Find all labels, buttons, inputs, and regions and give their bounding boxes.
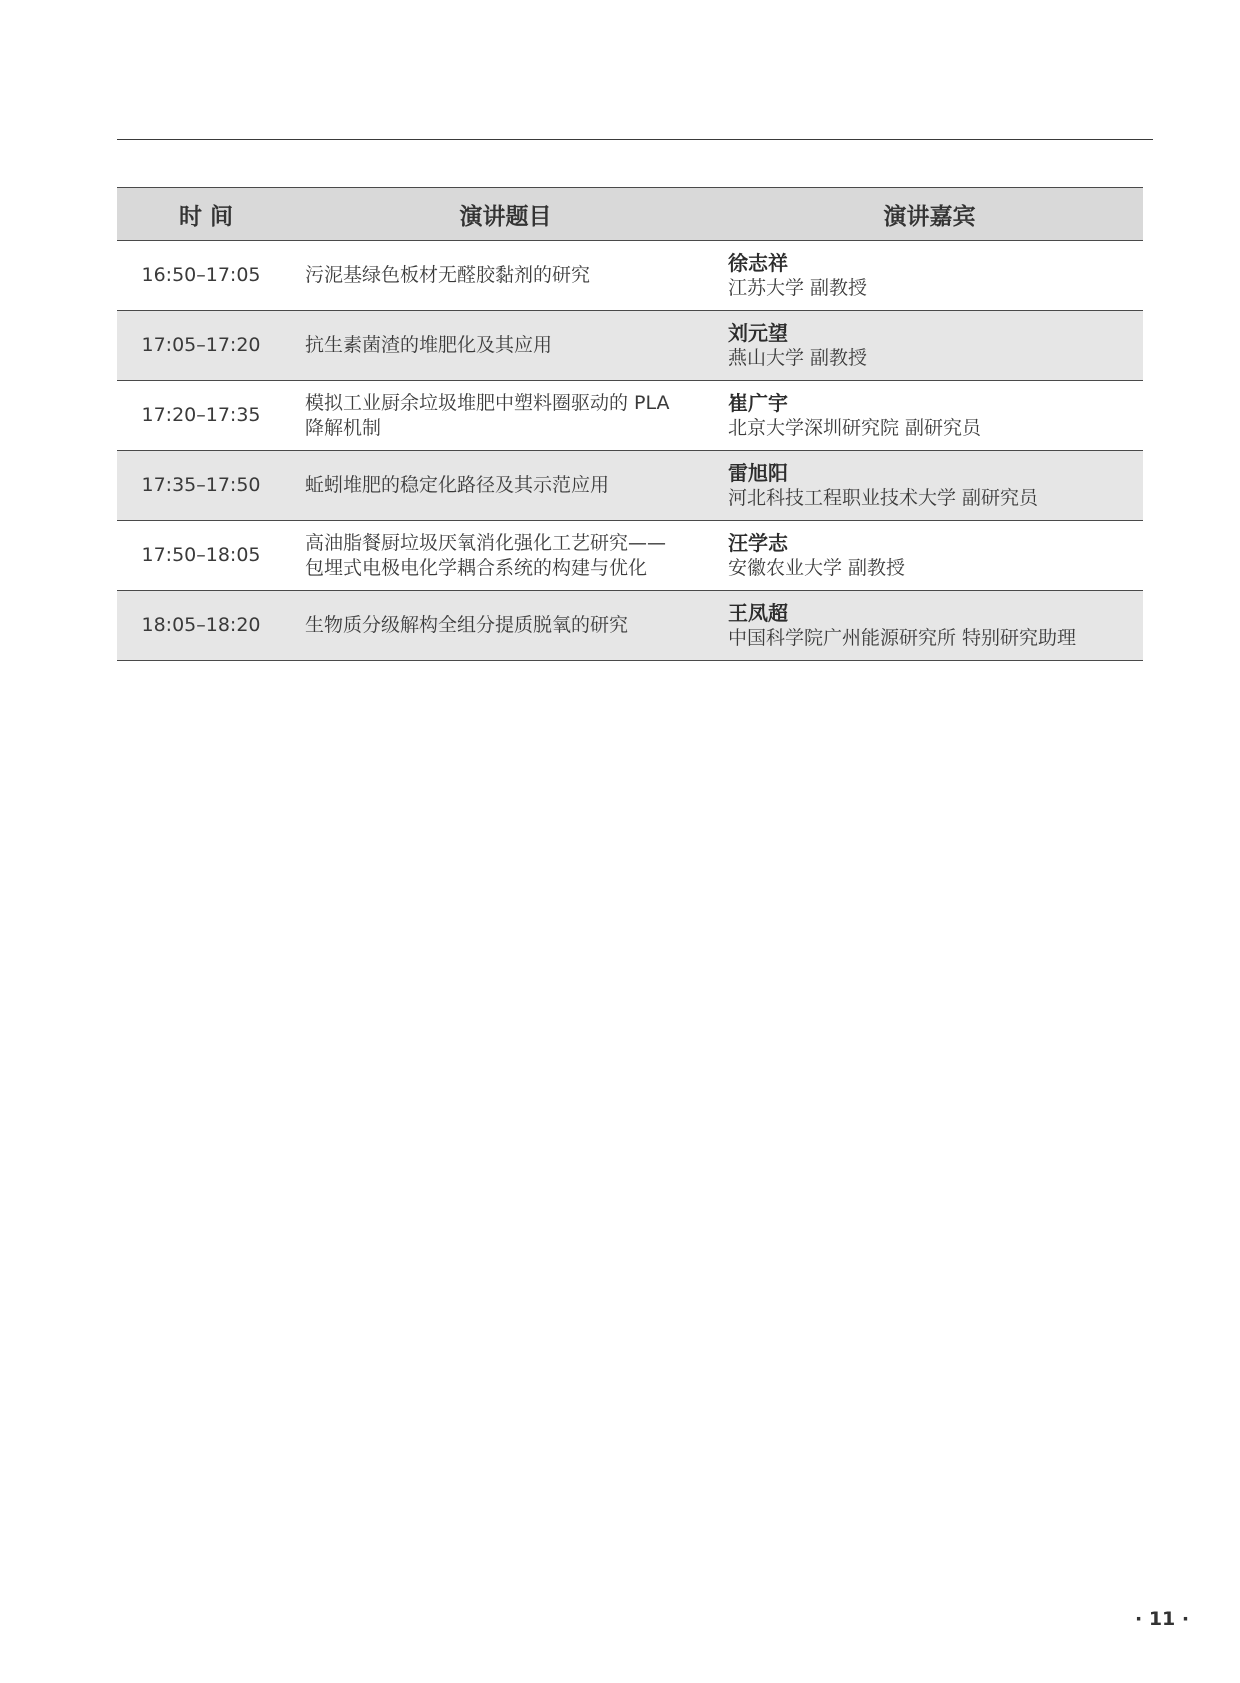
session-topic <box>295 521 716 591</box>
table-row <box>117 381 1143 451</box>
topic-line: 高油脂餐厨垃圾厌氧消化强化工艺研究—— <box>305 531 667 554</box>
table-header-row <box>117 188 1143 241</box>
schedule-table <box>117 187 1143 661</box>
table-row <box>117 451 1143 521</box>
speaker-name: 徐志祥 <box>728 250 788 275</box>
page-number: · 11 · <box>1135 1608 1190 1630</box>
header-speaker: 演讲嘉宾 <box>716 188 1143 241</box>
topic-line: 污泥基绿色板材无醛胶黏剂的研究 <box>305 264 591 286</box>
table-row <box>117 241 1143 311</box>
session-time: 17:20–17:35 <box>117 381 295 451</box>
speaker-affiliation: 燕山大学 副教授 <box>728 346 868 369</box>
topic-line: 蚯蚓堆肥的稳定化路径及其示范应用 <box>305 474 610 496</box>
session-time: 17:35–17:50 <box>117 451 295 521</box>
header-topic: 演讲题目 <box>295 188 716 241</box>
header-time: 时 间 <box>117 188 295 241</box>
table-row <box>117 591 1143 661</box>
session-speaker <box>716 381 1143 451</box>
speaker-name: 汪学志 <box>728 530 788 555</box>
topic-line: 生物质分级解构全组分提质脱氧的研究 <box>305 614 629 636</box>
topic-line: 降解机制 <box>305 416 382 439</box>
topic-line: 包埋式电极电化学耦合系统的构建与优化 <box>305 556 648 579</box>
speaker-name: 刘元望 <box>728 320 788 345</box>
session-speaker <box>716 521 1143 591</box>
speaker-affiliation: 河北科技工程职业技术大学 副研究员 <box>728 486 1039 509</box>
speaker-name: 王凤超 <box>728 600 788 625</box>
speaker-name: 雷旭阳 <box>728 460 788 485</box>
topic-line: 模拟工业厨余垃圾堆肥中塑料圈驱动的 PLA <box>305 391 670 414</box>
session-time: 17:05–17:20 <box>117 311 295 381</box>
speaker-affiliation: 北京大学深圳研究院 副研究员 <box>728 416 982 439</box>
top-rule <box>117 139 1153 140</box>
session-speaker <box>716 451 1143 521</box>
session-speaker <box>716 311 1143 381</box>
table-row <box>117 521 1143 591</box>
speaker-name: 崔广宇 <box>728 390 788 415</box>
session-time: 17:50–18:05 <box>117 521 295 591</box>
table-row <box>117 311 1143 381</box>
session-time: 18:05–18:20 <box>117 591 295 661</box>
session-speaker <box>716 241 1143 311</box>
session-speaker <box>716 591 1143 661</box>
session-topic <box>295 591 716 661</box>
session-topic <box>295 451 716 521</box>
speaker-affiliation: 江苏大学 副教授 <box>728 276 868 299</box>
session-topic <box>295 311 716 381</box>
session-topic <box>295 241 716 311</box>
speaker-affiliation: 中国科学院广州能源研究所 特别研究助理 <box>728 626 1077 649</box>
session-topic <box>295 381 716 451</box>
speaker-affiliation: 安徽农业大学 副教授 <box>728 556 906 579</box>
session-time: 16:50–17:05 <box>117 241 295 311</box>
topic-line: 抗生素菌渣的堆肥化及其应用 <box>305 334 553 356</box>
